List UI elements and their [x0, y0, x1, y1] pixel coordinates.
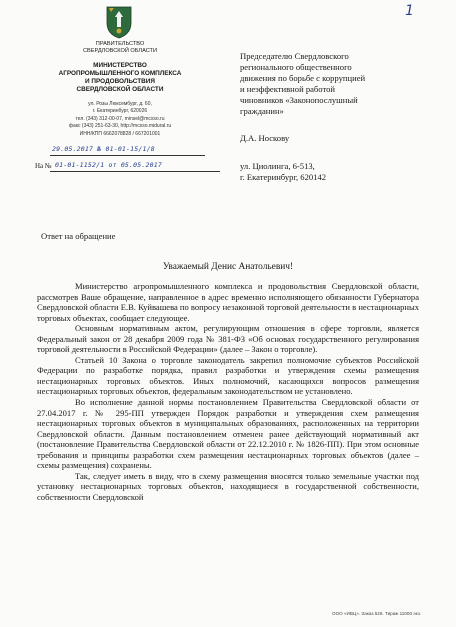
handwritten-date-number: 29.05.2017 № 01-01-15/1/8: [52, 145, 155, 153]
recipient-city: г. Екатеринбург, 620142: [240, 172, 327, 182]
handwritten-reference: 01-01-1152/1 от 05.05.2017: [55, 161, 162, 169]
recipient-street: ул. Циолинга, 6-513,: [240, 161, 315, 171]
contact-line-3: тел. (343) 312-00-07, minsel@mcxso.ru: [75, 116, 165, 122]
contact-line-4: факс (343) 251-63-30, http://mcxso.midural.ru: [68, 123, 172, 129]
ministry-line-2: АГРОПРОМЫШЛЕННОГО КОМПЛЕКСА: [58, 70, 182, 77]
greeting: Уважаемый Денис Анатольевич!: [162, 262, 294, 272]
recipient-line-5: чиновников «Законопослушный: [240, 95, 358, 105]
ministry-line-4: СВЕРДЛОВСКОЙ ОБЛАСТИ: [76, 86, 164, 93]
contact-line-1: ул. Розы Люксембург, д. 60,: [88, 101, 152, 107]
government-label: ПРАВИТЕЛЬСТВО: [95, 41, 145, 47]
recipient-line-2: регионального общественного: [240, 62, 352, 72]
coat-of-arms-icon: [105, 5, 133, 39]
reference-label: На №: [35, 162, 52, 170]
reference-line: [50, 171, 220, 172]
recipient-line-3: движения по борьбе с коррупцией: [240, 73, 366, 83]
recipient-line-1: Председателю Свердловского: [240, 51, 349, 61]
letter-body: [37, 281, 419, 502]
date-line: [50, 155, 205, 156]
contact-line-5: ИНН/КПП 6662078828 / 667201001: [79, 131, 161, 137]
paragraph: Статьей 10 Закона о торговле законодатель закрепил полномочие субъектов Российской Федерации по разработке порядка, правил разработки и утверждения схемы размещения нестационарных торговых объектов. Иных полномочий, касающихся вопросов размещения нестационарных торговых объектов, федеральным законодательством не установлено.: [37, 354, 419, 397]
page-number-mark: 1: [405, 3, 414, 19]
print-footer: ООО «ИВЦ». Заказ 526. Тираж 11000 экз.: [332, 611, 422, 616]
paragraph: Основным нормативным актом, регулирующим отношения в сфере торговли, является Федеральный закон от 28 декабря 2009 года № 381-ФЗ «Об основах государственного регулирования торговой деятельности в Российской Федерации» (далее – Закон о торговле).: [37, 323, 419, 355]
recipient-line-4: и неэффективной работой: [240, 84, 336, 94]
paragraph: Во исполнение данной нормы постановлением Правительства Свердловской области от 27.04.2017 г. № 295-ПП утвержден Порядок разработки и утверждения схем размещения нестационарных торговых объектов в муниципальных образованиях, расположенных на территории Свердловской области. Данным постановлением отменен ранее действующий нормативный акт (постановление Правительства Свердловской области от 22.12.2010 г. № 1826-ПП). При этом основные требования и принципы разработки схем размещения нестационарных торговых объектов (далее – схемы размещения) сохранены.: [37, 397, 419, 471]
government-region-label: СВЕРДЛОВСКОЙ ОБЛАСТИ: [83, 48, 157, 54]
recipient-line-6: гражданин»: [240, 106, 284, 116]
letter-subject: Ответ на обращение: [41, 231, 116, 241]
recipient-name: Д.А. Носкову: [240, 133, 290, 143]
contact-line-2: г. Екатеринбург, 620026: [92, 108, 148, 114]
paragraph: Так, следует иметь в виду, что в схему размещения вносятся только земельные участки под установку нестационарных торговых объектов, находящиеся в государственной собственности, собственности Свердловской: [37, 470, 419, 502]
paragraph: Министерство агропромышленного комплекса и продовольствия Свердловской области, рассмотрев Ваше обращение, направленное в адрес временно исполняющего обязанности Губернатора Свердловской области Е.В. Куйвашева по вопросу незаконной торговой деятельности в нестационарных торговых объектах, сообщает следующее.: [37, 281, 419, 323]
ministry-line-1: МИНИСТЕРСТВО: [93, 62, 147, 69]
ministry-line-3: И ПРОДОВОЛЬСТВИЯ: [85, 78, 155, 85]
